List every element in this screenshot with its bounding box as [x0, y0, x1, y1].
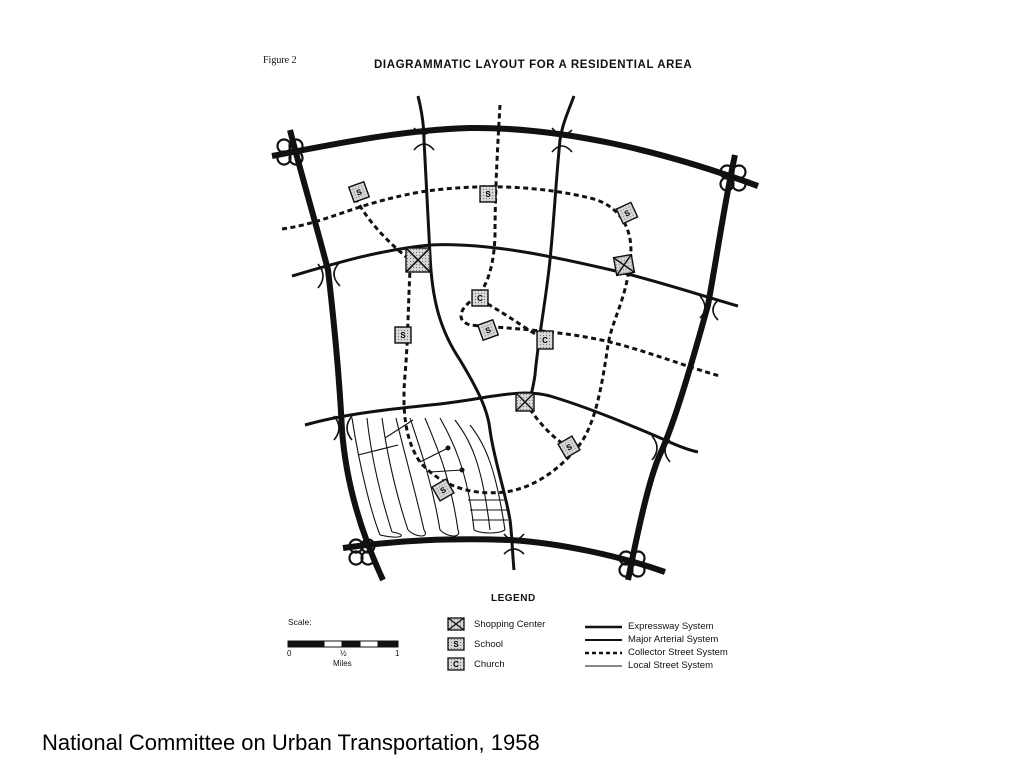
major-arterial-system	[292, 96, 738, 570]
legend-heading: LEGEND	[491, 593, 536, 604]
map-school-symbol	[558, 436, 580, 458]
svg-text:C: C	[477, 294, 483, 303]
map-shopping-center-symbol	[516, 393, 534, 411]
scale-label: Scale:	[288, 617, 312, 627]
local-street-system	[352, 418, 508, 537]
map-school-symbol	[478, 320, 499, 341]
map-school-symbol	[395, 327, 411, 343]
legend-school-label: School	[474, 639, 504, 650]
legend-local-label: Local Street System	[628, 660, 714, 671]
svg-text:S: S	[400, 331, 406, 340]
svg-text:S: S	[485, 190, 491, 199]
expressway-system	[272, 128, 758, 580]
scale-tick-1: 1	[395, 649, 400, 658]
figure-label: Figure 2	[263, 55, 297, 66]
scale-tick-0: 0	[287, 649, 292, 658]
legend-church-symbol	[448, 658, 464, 670]
legend-shopping-center-symbol	[448, 618, 464, 630]
svg-text:S: S	[453, 640, 459, 649]
map-school-symbol	[349, 182, 370, 203]
svg-text:C: C	[453, 660, 459, 669]
legend-facility-symbols	[448, 618, 464, 670]
legend-collector-label: Collector Street System	[628, 647, 728, 658]
svg-text:S: S	[484, 325, 493, 336]
svg-text:S: S	[622, 208, 632, 219]
scale-bar	[288, 641, 398, 647]
legend-expressway-label: Expressway System	[628, 621, 714, 632]
interchanges	[278, 128, 746, 577]
legend-major-arterial-label: Major Arterial System	[628, 634, 719, 645]
map-school-symbol	[616, 202, 637, 223]
source-caption: National Committee on Urban Transportation, 1958	[42, 730, 540, 755]
scale-tick-half: ½	[340, 649, 347, 658]
figure-title: DIAGRAMMATIC LAYOUT FOR A RESIDENTIAL AREA	[374, 59, 693, 71]
map-shopping-center-symbol	[614, 255, 635, 276]
scale-unit: Miles	[333, 659, 352, 668]
legend-line-samples	[585, 627, 622, 666]
map-school-symbol	[480, 186, 496, 202]
map-church-symbol	[472, 290, 488, 306]
svg-text:S: S	[355, 187, 364, 198]
legend-school-symbol	[448, 638, 464, 650]
legend-church-label: Church	[474, 659, 505, 670]
map-school-symbol	[432, 479, 454, 501]
svg-text:S: S	[564, 442, 574, 453]
legend-shopping-center-label: Shopping Center	[474, 619, 546, 630]
map-shopping-center-symbol	[406, 248, 430, 272]
map-church-symbol	[537, 331, 553, 349]
svg-text:S: S	[438, 485, 448, 496]
svg-text:C: C	[542, 336, 548, 345]
